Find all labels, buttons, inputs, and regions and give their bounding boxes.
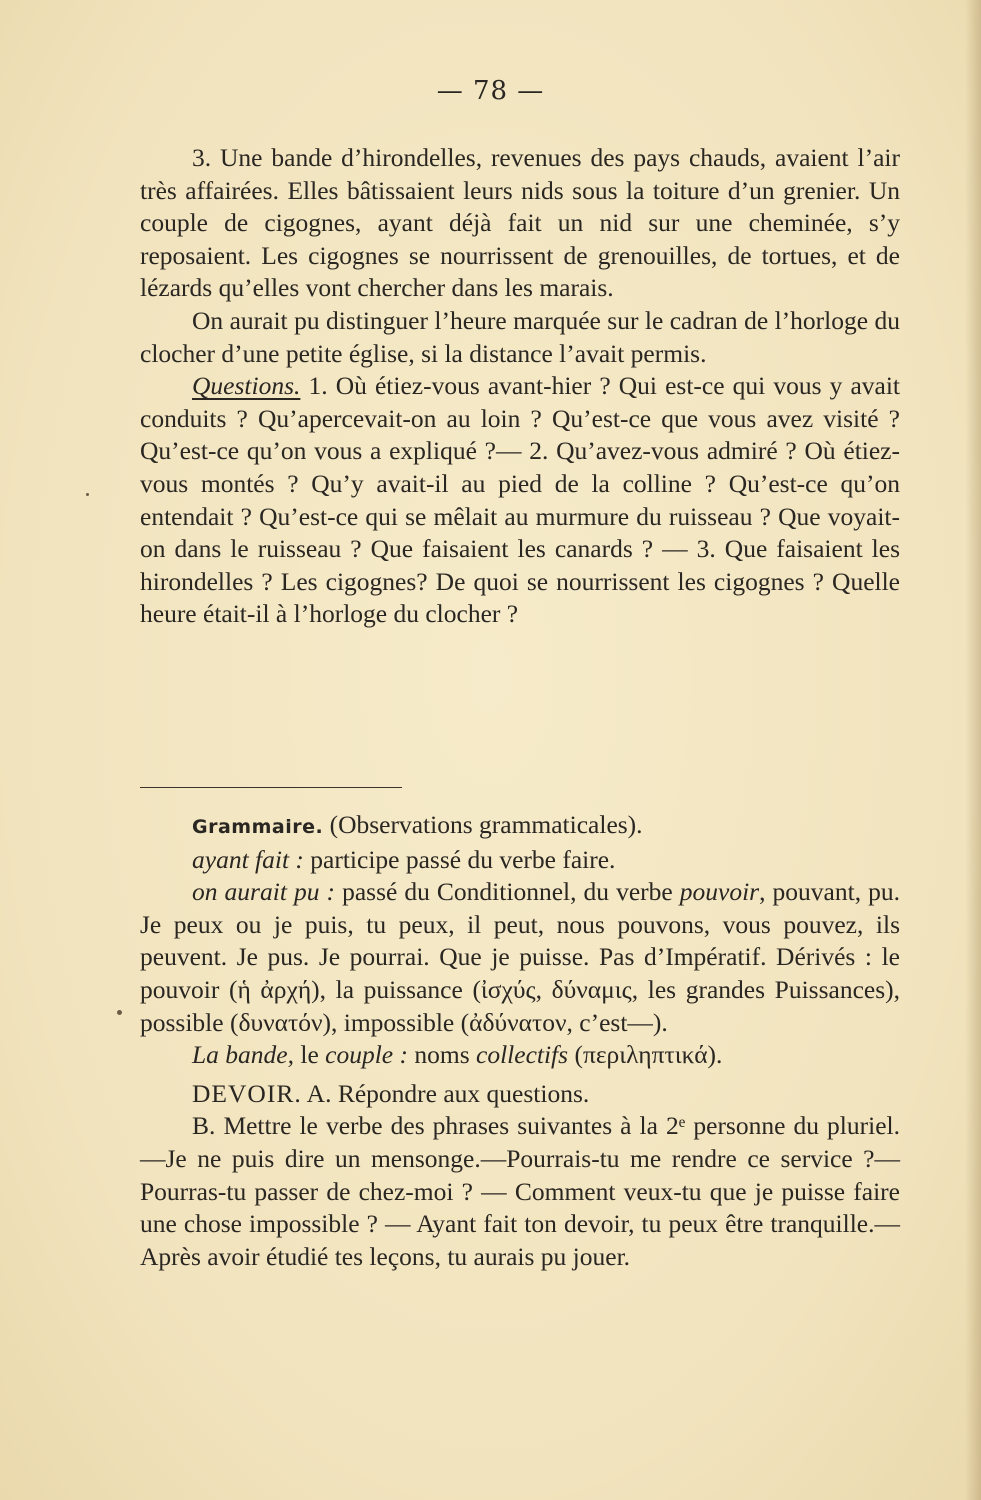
devoir-label: DEVOIR.	[192, 1078, 302, 1108]
devoir-b: B. Mettre le verbe des phrases suivantes à la 2ᵉ personne du pluriel.—Je ne puis dire un mensonge.—Pourrais-tu me rendre ce service ?—Pourras-tu passer de chez-moi ? — Comment veux-tu que je puisse faire une chose impossible ? — Ayant fait ton devoir, tu peux être tranquille.—Après avoir étudié tes leçons, tu aurais pu jouer.	[140, 1111, 900, 1271]
page-edge-shadow	[965, 0, 981, 1500]
paragraph-clock: On aurait pu distinguer l’heure marquée sur le cadran de l’horloge du clocher d’une petite église, si la distance l’avait permis.	[140, 305, 900, 368]
term-pouvoir: pouvoir	[679, 877, 760, 907]
term-ayant-fait: ayant fait :	[192, 844, 304, 874]
term-on-aurait-pu: on aurait pu :	[192, 877, 336, 907]
grammar-note-collectifs	[140, 1039, 900, 1072]
grammar-note-ayant-fait	[140, 844, 900, 877]
term-couple: couple :	[325, 1040, 408, 1070]
paragraph-3: 3. Une bande d’hirondelles, revenues des pays chauds, avaient l’air très affairées. Elles bâtissaient leurs nids sous la toiture d’un grenier. Un couple de cigognes, ayant déjà fait un nid sur une cheminée, s’y reposaient. Les cigognes se nourrissent de grenouilles, de tortues, et de lézards qu’elles vont chercher dans les marais.	[140, 143, 900, 303]
devoir-a	[140, 1078, 900, 1111]
note-on-aurait-pu-text: , pouvant, pu. Je peux ou je puis, tu peux, il peut, nous pouvons, vous pouvez, ils peuvent. Je pus. Je pourrai. Que je puisse. Pas d’Impératif. Dérivés : le pouvoir (ἡ ἀρχή), la puissance (ἰσχύς, δύναμις, les grandes Puissances), possible (δυνατόν), impossible (ἀδύνατον, c’est—).	[140, 877, 901, 1037]
grammar-label: Grammaire.	[192, 816, 324, 838]
grammar-note-on-aurait-pu	[140, 876, 900, 1039]
questions-text: 1. Où étiez-vous avant-hier ? Qui est-ce qui vous y avait conduits ? Qu’apercevait-on au loin ? Qu’est-ce que vous avez visité ? Qu’est-ce qu’on vous a expliqué ?— 2. Qu’avez-vous admiré ? Où étiez-vous montés ? Qu’y avait-il au pied de la colline ? Qu’est-ce qu’on entendait ? Qu’est-ce qui se mêlait au murmure du ruisseau ? Que voyait-on dans le ruisseau ? Que faisaient les canards ? — 3. Que faisaient les hirondelles ? Les cigognes? De quoi se nourrissent les cigognes ? Quelle heure était-il à l’horloge du clocher ?	[140, 371, 901, 629]
reading-section	[140, 142, 900, 631]
questions-paragraph	[140, 370, 900, 631]
note-collectifs-le: le	[300, 1040, 319, 1070]
note-collectifs-greek: (περιληπτικά).	[574, 1040, 723, 1070]
term-la-bande: La bande,	[192, 1040, 294, 1070]
term-collectifs: collectifs	[476, 1040, 569, 1070]
page-number: — 78 —	[436, 76, 545, 106]
note-collectifs-noms: noms	[414, 1040, 470, 1070]
paper-speck	[86, 493, 89, 496]
grammar-subtitle: (Observations grammaticales).	[329, 810, 643, 839]
note-on-aurait-pu-lead: passé du Conditionnel, du verbe	[342, 877, 673, 907]
grammar-heading	[140, 809, 900, 844]
questions-label: Questions.	[192, 371, 301, 401]
section-divider	[140, 787, 402, 788]
devoir-a-text: A. Répondre aux questions.	[306, 1078, 590, 1108]
grammar-section	[140, 809, 900, 1273]
note-ayant-fait-text: participe passé du verbe faire.	[310, 844, 616, 874]
paper-speck	[117, 1010, 122, 1015]
